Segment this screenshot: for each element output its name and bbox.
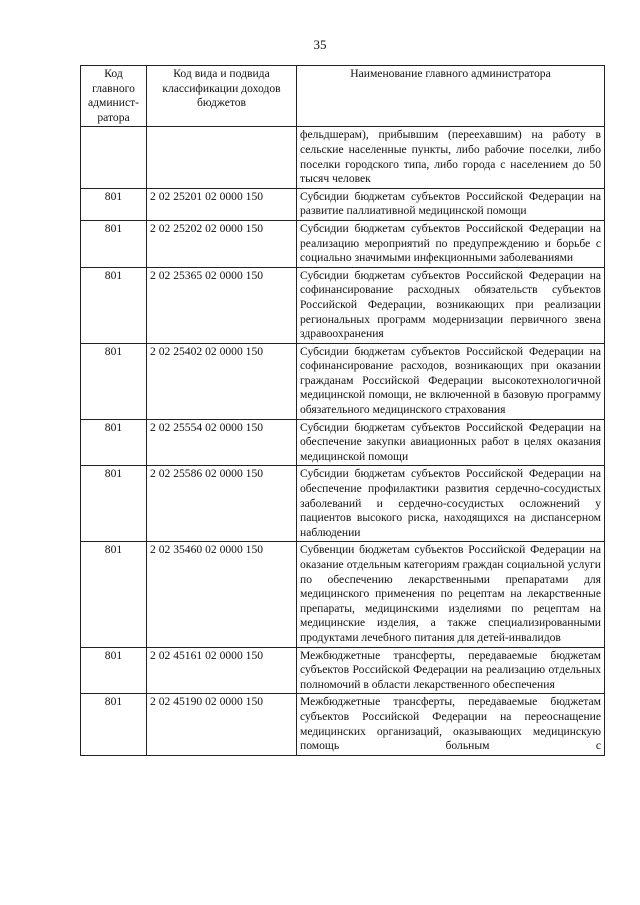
name-cell: Субсидии бюджетам субъектов Российской Федерации на развитие паллиативной медицинской помощи — [297, 188, 605, 220]
revenue-code-cell: 2 02 25402 02 0000 150 — [147, 343, 297, 419]
table-row — [81, 220, 605, 267]
admin-code-cell: 801 — [81, 647, 147, 694]
name-cell: Субсидии бюджетам субъектов Российской Федерации на реализацию мероприятий по предупреждению и борьбе с социально значимыми инфекционными заболеваниями — [297, 220, 605, 267]
table-row — [81, 647, 605, 694]
admin-code-cell — [81, 127, 147, 188]
revenue-code-cell: 2 02 45190 02 0000 150 — [147, 694, 297, 755]
admin-code-cell: 801 — [81, 343, 147, 419]
table-row — [81, 267, 605, 343]
page-number: 35 — [313, 37, 327, 52]
name-cell: Субсидии бюджетам субъектов Российской Федерации на обеспечение профилактики развития сердечно-сосудистых заболеваний и сердечно-сосудистых осложнений у пациентов высокого риска, находящихся на диспансерном наблюдении — [297, 466, 605, 542]
table-row — [81, 694, 605, 755]
header-revenue-code: Код вида и подвида классификации доходов бюджетов — [147, 66, 297, 127]
admin-code-cell: 801 — [81, 466, 147, 542]
revenue-code-cell: 2 02 25202 02 0000 150 — [147, 220, 297, 267]
table-header-row — [81, 66, 605, 127]
table-row — [81, 419, 605, 466]
revenue-code-cell: 2 02 25586 02 0000 150 — [147, 466, 297, 542]
admin-code-cell: 801 — [81, 220, 147, 267]
name-cell: фельдшерам), прибывшим (переехавшим) на работу в сельские населенные пункты, либо рабочие поселки, либо поселки городского типа, либо города с населением до 50 тысяч человек — [297, 127, 605, 188]
table-row — [81, 188, 605, 220]
name-cell: Субсидии бюджетам субъектов Российской Федерации на софинансирование расходных обязательств субъектов Российской Федерации, возникающих при реализации региональных программ модернизации первичного звена здравоохранения — [297, 267, 605, 343]
revenue-admin-table — [80, 65, 605, 756]
revenue-code-cell: 2 02 25201 02 0000 150 — [147, 188, 297, 220]
admin-code-cell: 801 — [81, 267, 147, 343]
name-cell: Субсидии бюджетам субъектов Российской Федерации на обеспечение закупки авиационных работ в целях оказания медицинской помощи — [297, 419, 605, 466]
revenue-code-cell: 2 02 35460 02 0000 150 — [147, 542, 297, 647]
name-cell: Межбюджетные трансферты, передаваемые бюджетам субъектов Российской Федерации на реализацию отдельных полномочий в области лекарственного обеспечения — [297, 647, 605, 694]
admin-code-cell: 801 — [81, 542, 147, 647]
name-cell: Межбюджетные трансферты, передаваемые бюджетам субъектов Российской Федерации на переоснащение медицинских организаций, оказывающих медицинскую помощь больным с — [297, 694, 605, 755]
revenue-code-cell: 2 02 45161 02 0000 150 — [147, 647, 297, 694]
revenue-code-cell: 2 02 25365 02 0000 150 — [147, 267, 297, 343]
header-admin-name: Наименование главного администратора — [297, 66, 605, 127]
table-row — [81, 466, 605, 542]
name-cell: Субвенции бюджетам субъектов Российской Федерации на оказание отдельным категориям граждан социальной услуги по обеспечению лекарственными препаратами для медицинского применения по рецептам на лекарственные препараты, медицинскими изделиями по рецептам на медицинские изделия, а также специализированными продуктами лечебного питания для детей-инвалидов — [297, 542, 605, 647]
name-cell: Субсидии бюджетам субъектов Российской Федерации на софинансирование расходов, возникающих при оказании гражданам Российской Федерации высокотехнологичной медицинской помощи, не включенной в базовую программу обязательного медицинского страхования — [297, 343, 605, 419]
revenue-code-cell: 2 02 25554 02 0000 150 — [147, 419, 297, 466]
table-row — [81, 542, 605, 647]
header-admin-code: Код главного админист-ратора — [81, 66, 147, 127]
revenue-code-cell — [147, 127, 297, 188]
table-row — [81, 343, 605, 419]
admin-code-cell: 801 — [81, 419, 147, 466]
admin-code-cell: 801 — [81, 694, 147, 755]
table-row-continuation — [81, 127, 605, 188]
admin-code-cell: 801 — [81, 188, 147, 220]
